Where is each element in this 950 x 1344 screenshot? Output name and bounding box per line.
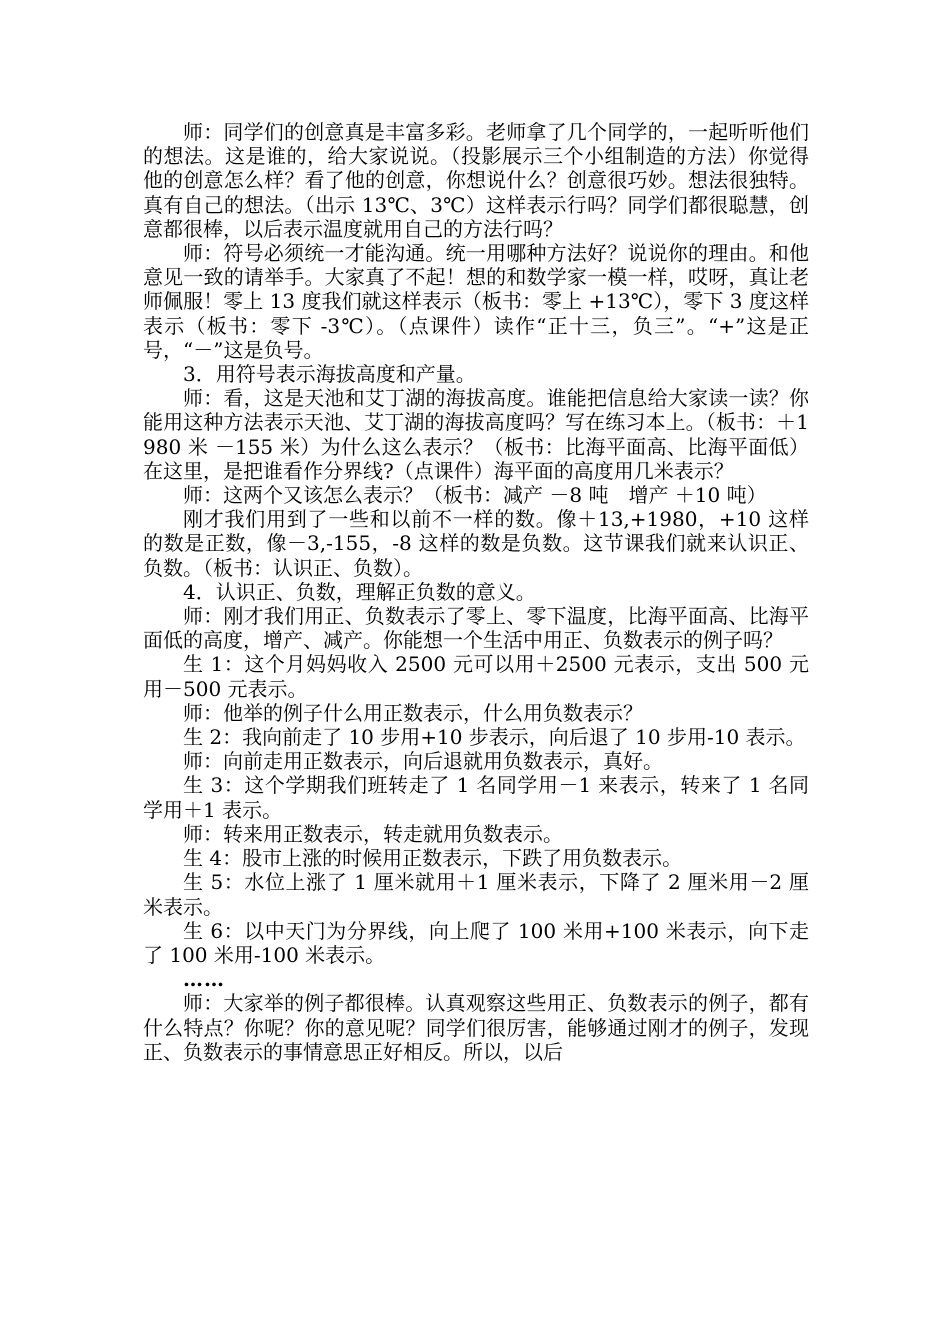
paragraph-student-5: 生 5：水位上涨了 1 厘米就用＋1 厘米表示，下降了 2 厘米用－2 厘米表示。: [143, 870, 809, 919]
paragraph-student-6: 生 6：以中天门为分界线，向上爬了 100 米用+100 米表示，向下走了 100 米用-100 米表示。: [143, 918, 809, 967]
paragraph-positive-negative-intro: 刚才我们用到了一些和以前不一样的数。像＋13,+1980，+10 这样的数是正数，像－3,-155，-8 这样的数是负数。这节课我们就来认识正、负数。（板书：认识正、负数）。: [143, 507, 809, 580]
paragraph-teacher-summary: 师：大家举的例子都很棒。认真观察这些用正、负数表示的例子，都有什么特点？你呢？你的意见呢？同学们很厉害，能够通过刚才的例子，发现正、负数表示的事情意思正好相反。所以，以后: [143, 991, 809, 1064]
document-page: [143, 120, 809, 1064]
paragraph-student-2: 生 2：我向前走了 10 步用+10 步表示，向后退了 10 步用-10 表示。: [183, 725, 806, 750]
paragraph-student-3: 生 3：这个学期我们班转走了 1 名同学用－1 来表示，转来了 1 名同学用＋1 表示。: [143, 773, 809, 822]
paragraph-section-4-heading: 4．认识正、负数，理解正负数的意义。: [183, 579, 536, 604]
paragraph-teacher-production: 师：这两个又该怎么表示？（板书：减产 －8 吨 增产 ＋10 吨）: [183, 483, 767, 508]
paragraph-section-3-heading: 3．用符号表示海拔高度和产量。: [183, 362, 476, 387]
paragraph-teacher-followup-1: 师：他举的例子什么用正数表示，什么用负数表示？: [183, 700, 643, 725]
paragraph-teacher-ask-examples: 师：刚才我们用正、负数表示了零上、零下温度，比海平面高、比海平面低的高度，增产、减产。你能想一个生活中用正、负数表示的例子吗？: [143, 604, 809, 653]
paragraph-student-1: 生 1：这个月妈妈收入 2500 元可以用＋2500 元表示，支出 500 元用－500 元表示。: [143, 652, 809, 701]
paragraph-ellipsis: ……: [183, 967, 225, 992]
paragraph-student-4: 生 4：股市上涨的时候用正数表示，下跌了用负数表示。: [183, 846, 683, 871]
paragraph-teacher-creative-ideas: 师：同学们的创意真是丰富多彩。老师拿了几个同学的，一起听听他们的想法。这是谁的，给大家说说。（投影展示三个小组制造的方法）你觉得他的创意怎么样？看了他的创意，你想说什么？创意很巧妙。想法很独特。真有自己的想法。（出示 13℃、3℃）这样表示行吗？同学们都很聪慧，创意都很棒，以后表示温度就用自己的方法行吗？: [143, 120, 809, 241]
paragraph-teacher-unify-symbols: 师：符号必须统一才能沟通。统一用哪种方法好？说说你的理由。和他意见一致的请举手。大家真了不起！想的和数学家一模一样，哎呀，真让老师佩服！零上 13 度我们就这样表示（板书：零上 +13℃），零下 3 度这样表示（板书：零下 -3℃）。（点课件）读作“正十三，负三”。“+”这是正号，“－”这是负号。: [143, 241, 809, 362]
paragraph-teacher-altitude: 师：看，这是天池和艾丁湖的海拔高度。谁能把信息给大家读一读？你能用这种方法表示天池、艾丁湖的海拔高度吗？写在练习本上。（板书：＋1980 米 －155 米）为什么这么表示？（板书：比海平面高、比海平面低）在这里，是把谁看作分界线?（点课件）海平面的高度用几米表示？: [143, 386, 809, 483]
paragraph-teacher-followup-2: 师：向前走用正数表示，向后退就用负数表示，真好。: [183, 749, 663, 774]
paragraph-teacher-followup-3: 师：转来用正数表示，转走就用负数表示。: [183, 821, 563, 846]
